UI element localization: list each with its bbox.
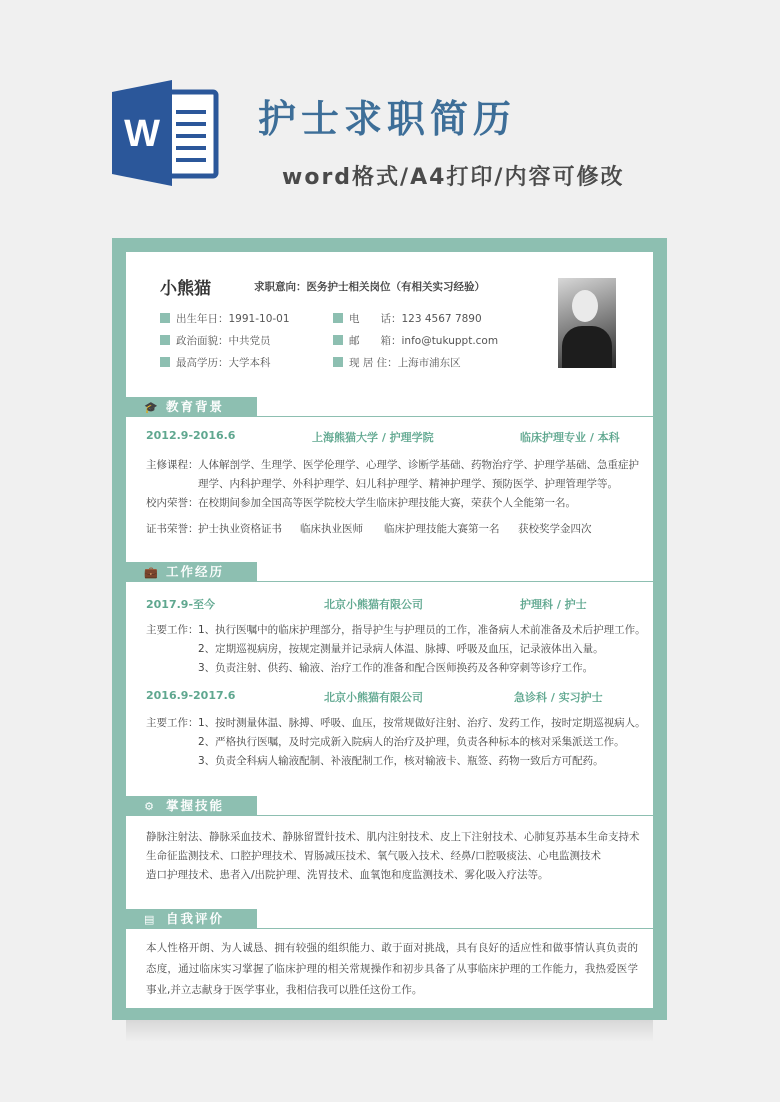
job-company: 北京小熊猫有限公司 [324, 691, 423, 704]
job-period: 2016.9-2017.6 [146, 689, 236, 702]
cert-item: 临床执业医师 [300, 523, 363, 535]
edu-period: 2012.9-2016.6 [146, 429, 236, 442]
bullet-square [333, 313, 343, 323]
job-duty: 2、严格执行医嘱，及时完成新入院病人的治疗及护理，负责各种标本的核对采集派送工作。 [198, 736, 625, 748]
page-title: 护士求职简历 [258, 97, 517, 141]
edu-cert-label: 证书荣誉： [146, 523, 199, 535]
job-duty: 3、负责注射、供药、输液、治疗工作的准备和配合医师换药及各种穿刺等诊疗工作。 [198, 662, 594, 674]
info-birth: 出生年日：1991-10-01 [160, 311, 290, 326]
bullet-square [160, 357, 170, 367]
info-address: 现 居 住：上海市浦东区 [333, 355, 461, 370]
job-period: 2017.9-至今 [146, 598, 216, 611]
info-politics: 政治面貌：中共党员 [160, 333, 271, 348]
document-icon: ▤ [144, 913, 157, 926]
edu-courses-label: 主修课程： [146, 459, 199, 471]
graduation-cap-icon: 🎓 [144, 401, 160, 414]
skills-line: 静脉注射法、静脉采血技术、静脉留置针技术、肌内注射技术、皮上下注射技术、心肺复苏基本生命支持术 [146, 831, 640, 843]
info-phone: 电 话：123 4567 7890 [333, 311, 482, 326]
cert-item: 临床护理技能大赛第一名 [384, 523, 500, 535]
candidate-name: 小熊猫 [160, 279, 211, 299]
self-eval-text: 本人性格开朗、为人诚恳、拥有较强的组织能力、敢于面对挑战，具有良好的适应性和做事情认真负责的态度，通过临床实习掌握了临床护理的相关常规操作和初步具备了从事临床护理的工作能力，我热爱医学事业,并立志献身于医学事业，我相信我可以胜任这份工作。 [146, 942, 638, 996]
resume-card [112, 238, 667, 1020]
profile-photo [558, 278, 616, 368]
page-subtitle: word格式/A4打印/内容可修改 [282, 165, 625, 190]
skills-line: 造口护理技术、患者入/出院护理、洗胃技术、血氧饱和度监测技术、雾化吸入疗法等。 [146, 869, 549, 881]
job-duty: 1、按时测量体温、脉搏、呼吸、血压，按常规做好注射、治疗、发药工作，按时定期巡视病人。 [198, 717, 646, 729]
edu-honor-label: 校内荣誉： [146, 497, 199, 509]
edu-courses-2: 理学、内科护理学、外科护理学、妇儿科护理学、精神护理学、预防医学、护理管理学等。 [198, 478, 618, 490]
job-role: 护理科 / 护士 [520, 598, 587, 611]
section-work-header: 💼 工作经历 [126, 562, 257, 582]
bullet-square [160, 313, 170, 323]
skills-line: 生命征监测技术、口腔护理技术、胃肠减压技术、氧气吸入技术、经鼻/口腔吸痰法、心电监测技术 [146, 850, 602, 862]
job-company: 北京小熊猫有限公司 [324, 598, 423, 611]
section-self-eval-header: ▤ 自我评价 [126, 909, 257, 929]
bullet-square [333, 335, 343, 345]
divider [126, 815, 653, 816]
gear-icon: ⚙ [144, 800, 156, 813]
edu-courses-1: 人体解剖学、生理学、医学伦理学、心理学、诊断学基础、药物治疗学、护理学基础、急重症护 [198, 459, 639, 471]
job-duty: 1、执行医嘱中的临床护理部分，指导护生与护理员的工作，准备病人术前准备及术后护理工作。 [198, 624, 646, 636]
bullet-square [333, 357, 343, 367]
job-duty-label: 主要工作： [146, 717, 199, 729]
edu-school: 上海熊猫大学 / 护理学院 [312, 431, 434, 444]
section-education-header: 🎓 教育背景 [126, 397, 257, 417]
job-intent: 求职意向：医务护士相关岗位（有相关实习经验） [254, 281, 485, 293]
word-logo-letter: W [124, 113, 160, 155]
job-role: 急诊科 / 实习护士 [514, 691, 603, 704]
job-duty: 3、负责全科病人输液配制、补液配制工作，核对输液卡、瓶签、药物一致后方可配药。 [198, 755, 604, 767]
cert-item: 护士执业资格证书 [198, 523, 282, 535]
resume-sheet [126, 252, 653, 1008]
job-duty-label: 主要工作： [146, 624, 199, 636]
info-email: 邮 箱：info@tukuppt.com [333, 333, 498, 348]
section-skills-header: ⚙ 掌握技能 [126, 796, 257, 816]
cert-item: 获校奖学金四次 [518, 523, 592, 535]
briefcase-icon: 💼 [144, 566, 160, 579]
edu-major: 临床护理专业 / 本科 [520, 431, 620, 444]
divider [126, 928, 653, 929]
divider [126, 416, 653, 417]
edu-honor: 在校期间参加全国高等医学院校大学生临床护理技能大赛，荣获个人全能第一名。 [198, 497, 576, 509]
info-degree: 最高学历：大学本科 [160, 355, 271, 370]
word-icon [112, 80, 224, 186]
job-duty: 2、定期巡视病房，按规定测量并记录病人体温、脉搏、呼吸及血压，记录液体出入量。 [198, 643, 604, 655]
divider [126, 581, 653, 582]
bullet-square [160, 335, 170, 345]
